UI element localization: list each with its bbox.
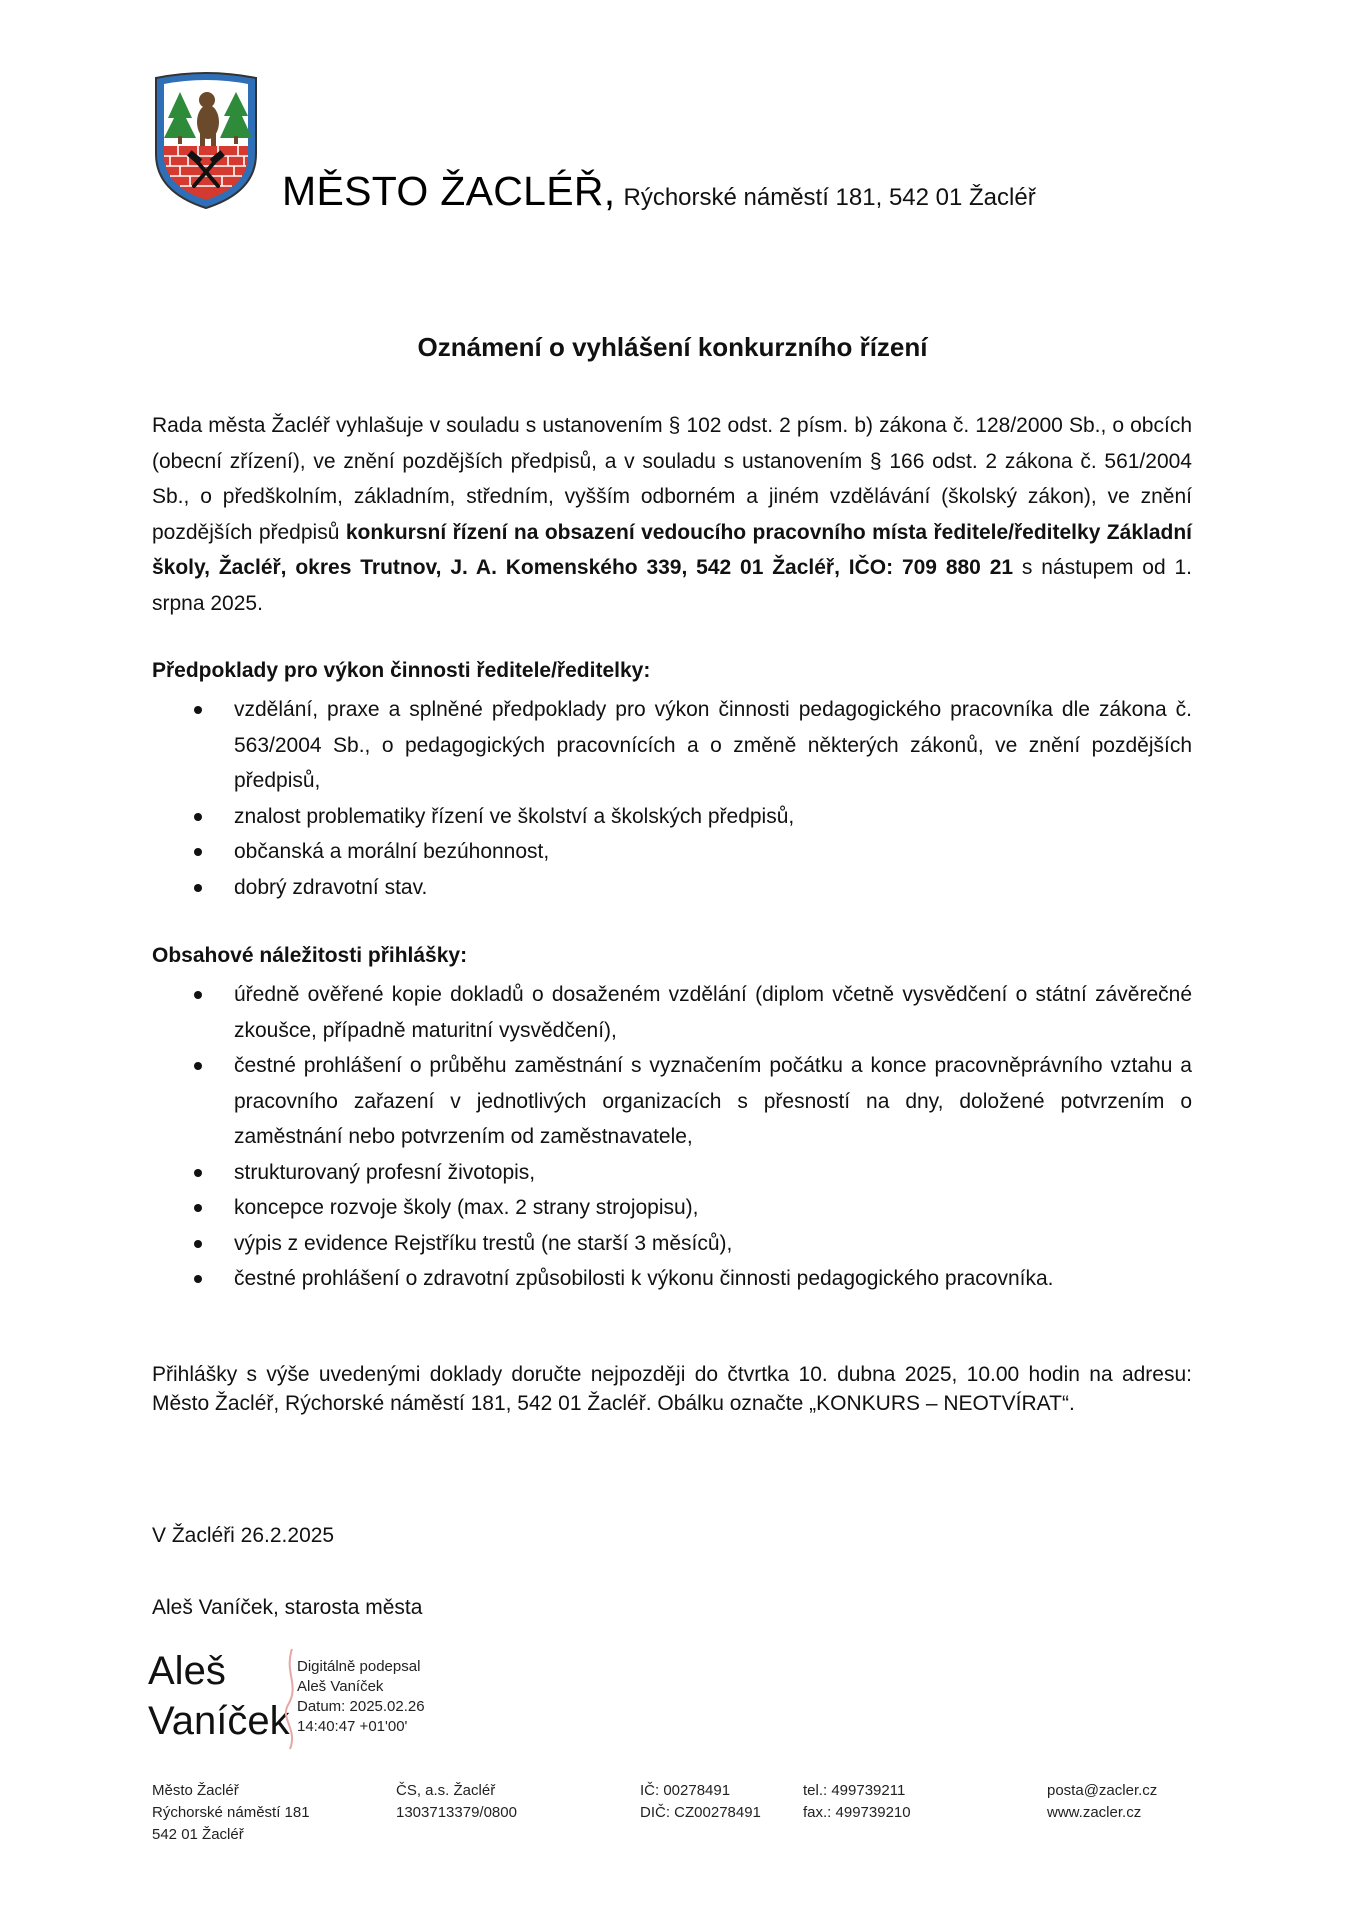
list-item: dobrý zdravotní stav. [152, 870, 1192, 906]
town-crest-icon [150, 70, 262, 210]
bullet-icon [194, 1240, 202, 1248]
footer-contact [1047, 1780, 1157, 1824]
requirements-list [152, 692, 1192, 905]
submission-paragraph: Přihlášky s výše uvedenými doklady doručte nejpozději do čtvrtka 10. dubna 2025, 10.00 hodin na adresu: Město Žacléř, Rýchorské náměstí 181, 542 01 Žacléř. Obálku označte „KONKURS – NEOTVÍRAT“. [152, 1363, 1192, 1415]
list-item: čestné prohlášení o zdravotní způsobilosti k výkonu činnosti pedagogického pracovníka. [152, 1261, 1192, 1297]
digital-signature-info: Digitálně podepsal Aleš Vaníček Datum: 2025.02.26 14:40:47 +01'00' [297, 1658, 425, 1735]
footer-ids: IČ: 00278491 DIČ: CZ00278491 [640, 1782, 761, 1821]
place-date: V Žacléři 26.2.2025 [152, 1524, 335, 1547]
list-item: úředně ověřené kopie dokladů o dosaženém vzdělání (diplom včetně vysvědčení o státní závěrečné zkoušce, případně maturitní vysvědčení), [152, 977, 1192, 1048]
town-address: Rýchorské náměstí 181, 542 01 Žacléř [623, 184, 1036, 211]
intro-text-1: Rada města Žacléř vyhlašuje v souladu s ustanovením § 102 odst. 2 písm. b) zákona č. 128/2000 Sb., o obcích (obecní zřízení), ve znění pozdějších předpisů, a v souladu s ustanovením § 166 odst. 2 zákona č. 561/2004 Sb., o předškolním, základním, středním, vyšším odborném a jiném vzdělávání (školský zákon), ve znění pozdějších předpisů [152, 414, 1192, 544]
requirements-heading: Předpoklady pro výkon činnosti ředitele/ředitelky: [152, 659, 651, 682]
footer-website: www.zacler.cz [1047, 1804, 1142, 1821]
signature-name: Aleš Vaníček [148, 1649, 290, 1743]
footer-email: posta@zacler.cz [1047, 1782, 1158, 1799]
bullet-icon [194, 884, 202, 892]
footer-phone: tel.: 499739211 fax.: 499739210 [803, 1782, 911, 1821]
bullet-icon [194, 991, 202, 999]
list-item: vzdělání, praxe a splněné předpoklady pro výkon činnosti pedagogického pracovníka dle zákona č. 563/2004 Sb., o pedagogických pracovnících a o změně některých zákonů, ve znění pozdějších předpisů, [152, 692, 1192, 799]
list-item: občanská a morální bezúhonnost, [152, 834, 1192, 870]
town-name: MĚSTO ŽACLÉŘ, [282, 168, 616, 214]
bullet-icon [194, 1275, 202, 1283]
letterhead [282, 168, 1036, 215]
intro-text-2: s nástupem od 1. srpna 2025. [152, 556, 1192, 615]
footer-address: Město Žacléř Rýchorské náměstí 181 542 01 Žacléř [152, 1782, 310, 1843]
intro-paragraph [152, 408, 1192, 621]
document-title: Oznámení o vyhlášení konkurzního řízení [417, 332, 928, 362]
intro-bold-text: konkursní řízení na obsazení vedoucího pracovního místa ředitele/ředitelky Základní školy, Žacléř, okres Trutnov, J. A. Komenského 339, 542 01 Žacléř, IČO: 709 880 21 [152, 520, 1192, 579]
application-heading: Obsahové náležitosti přihlášky: [152, 944, 468, 967]
bullet-icon [194, 1204, 202, 1212]
signatory-line: Aleš Vaníček, starosta města [152, 1596, 423, 1619]
list-item: strukturovaný profesní životopis, [152, 1155, 1192, 1191]
list-item: výpis z evidence Rejstříku trestů (ne starší 3 měsíců), [152, 1226, 1192, 1262]
list-item: koncepce rozvoje školy (max. 2 strany strojopisu), [152, 1190, 1192, 1226]
bullet-icon [194, 1062, 202, 1070]
bullet-icon [194, 813, 202, 821]
list-item: čestné prohlášení o průběhu zaměstnání s vyznačením počátku a konce pracovněprávního vztahu a pracovního zařazení v jednotlivých organizacích s přesností na dny, doložené potvrzením o zaměstnání nebo potvrzením od zaměstnavatele, [152, 1048, 1192, 1155]
bullet-icon [194, 848, 202, 856]
bullet-icon [194, 706, 202, 714]
bullet-icon [194, 1169, 202, 1177]
application-list [152, 977, 1192, 1297]
footer-bank: ČS, a.s. Žacléř 1303713379/0800 [396, 1782, 517, 1821]
list-item: znalost problematiky řízení ve školství a školských předpisů, [152, 799, 1192, 835]
